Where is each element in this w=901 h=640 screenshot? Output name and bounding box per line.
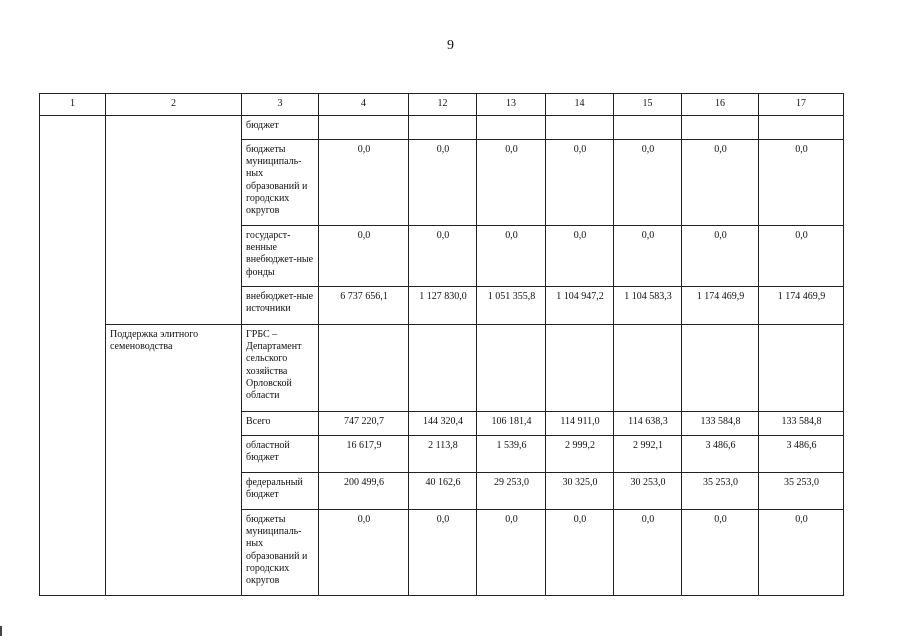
activity-cell: [106, 116, 242, 325]
value-cell: 35 253,0: [759, 473, 844, 510]
value-cell: 2 113,8: [409, 436, 477, 473]
column-header: 2: [106, 94, 242, 116]
value-cell: 1 127 830,0: [409, 287, 477, 325]
value-cell: [477, 325, 546, 412]
value-cell: [319, 325, 409, 412]
value-cell: [319, 116, 409, 140]
value-cell: 0,0: [614, 510, 682, 596]
activity-name-cell: Поддержка элитного семеноводства: [106, 325, 242, 596]
value-cell: 0,0: [319, 226, 409, 287]
column-header: 13: [477, 94, 546, 116]
value-cell: [477, 116, 546, 140]
value-cell: 3 486,6: [682, 436, 759, 473]
column-header: 4: [319, 94, 409, 116]
value-cell: 1 051 355,8: [477, 287, 546, 325]
table-header-row: [40, 94, 844, 116]
source-cell: областной бюджет: [242, 436, 319, 473]
value-cell: 1 539,6: [477, 436, 546, 473]
source-cell: Всего: [242, 412, 319, 436]
value-cell: 0,0: [477, 226, 546, 287]
value-cell: 0,0: [546, 140, 614, 226]
table-row: [40, 116, 844, 140]
value-cell: 114 911,0: [546, 412, 614, 436]
value-cell: 114 638,3: [614, 412, 682, 436]
value-cell: [614, 116, 682, 140]
source-cell: ГРБС – Департамент сельского хозяйства Орловской области: [242, 325, 319, 412]
value-cell: 0,0: [546, 510, 614, 596]
value-cell: 30 325,0: [546, 473, 614, 510]
source-cell: бюджеты муниципаль-ных образований и городских округов: [242, 140, 319, 226]
value-cell: 0,0: [319, 510, 409, 596]
col1-cell: [40, 116, 106, 596]
page-number: 9: [447, 38, 454, 53]
value-cell: 3 486,6: [759, 436, 844, 473]
source-cell: бюджет: [242, 116, 319, 140]
value-cell: 0,0: [682, 140, 759, 226]
column-header: 14: [546, 94, 614, 116]
value-cell: [682, 116, 759, 140]
value-cell: 1 104 947,2: [546, 287, 614, 325]
value-cell: 2 999,2: [546, 436, 614, 473]
value-cell: 133 584,8: [682, 412, 759, 436]
value-cell: 0,0: [759, 510, 844, 596]
budget-table: [39, 93, 844, 596]
column-header: 15: [614, 94, 682, 116]
scan-edge-mark: [0, 626, 2, 636]
value-cell: 0,0: [682, 510, 759, 596]
value-cell: 35 253,0: [682, 473, 759, 510]
column-header: 12: [409, 94, 477, 116]
value-cell: 40 162,6: [409, 473, 477, 510]
value-cell: [614, 325, 682, 412]
column-header: 16: [682, 94, 759, 116]
value-cell: 0,0: [759, 140, 844, 226]
value-cell: 2 992,1: [614, 436, 682, 473]
value-cell: 16 617,9: [319, 436, 409, 473]
value-cell: 0,0: [614, 226, 682, 287]
value-cell: 0,0: [546, 226, 614, 287]
value-cell: 106 181,4: [477, 412, 546, 436]
column-header: 17: [759, 94, 844, 116]
value-cell: [759, 325, 844, 412]
table-row: [40, 325, 844, 412]
value-cell: 0,0: [409, 226, 477, 287]
source-cell: бюджеты муниципаль-ных образований и городских округов: [242, 510, 319, 596]
value-cell: [759, 116, 844, 140]
value-cell: 1 174 469,9: [682, 287, 759, 325]
value-cell: 747 220,7: [319, 412, 409, 436]
value-cell: 0,0: [477, 510, 546, 596]
value-cell: 0,0: [319, 140, 409, 226]
value-cell: 133 584,8: [759, 412, 844, 436]
value-cell: 0,0: [759, 226, 844, 287]
source-cell: государст-венные внебюджет-ные фонды: [242, 226, 319, 287]
value-cell: 0,0: [409, 140, 477, 226]
value-cell: 29 253,0: [477, 473, 546, 510]
value-cell: 200 499,6: [319, 473, 409, 510]
value-cell: [409, 116, 477, 140]
value-cell: 30 253,0: [614, 473, 682, 510]
value-cell: [409, 325, 477, 412]
value-cell: 6 737 656,1: [319, 287, 409, 325]
value-cell: 0,0: [614, 140, 682, 226]
value-cell: 0,0: [409, 510, 477, 596]
value-cell: 0,0: [682, 226, 759, 287]
source-cell: федеральный бюджет: [242, 473, 319, 510]
value-cell: 1 174 469,9: [759, 287, 844, 325]
value-cell: [546, 116, 614, 140]
value-cell: [682, 325, 759, 412]
column-header: 1: [40, 94, 106, 116]
value-cell: 144 320,4: [409, 412, 477, 436]
source-cell: внебюджет-ные источники: [242, 287, 319, 325]
value-cell: 0,0: [477, 140, 546, 226]
value-cell: [546, 325, 614, 412]
column-header: 3: [242, 94, 319, 116]
value-cell: 1 104 583,3: [614, 287, 682, 325]
